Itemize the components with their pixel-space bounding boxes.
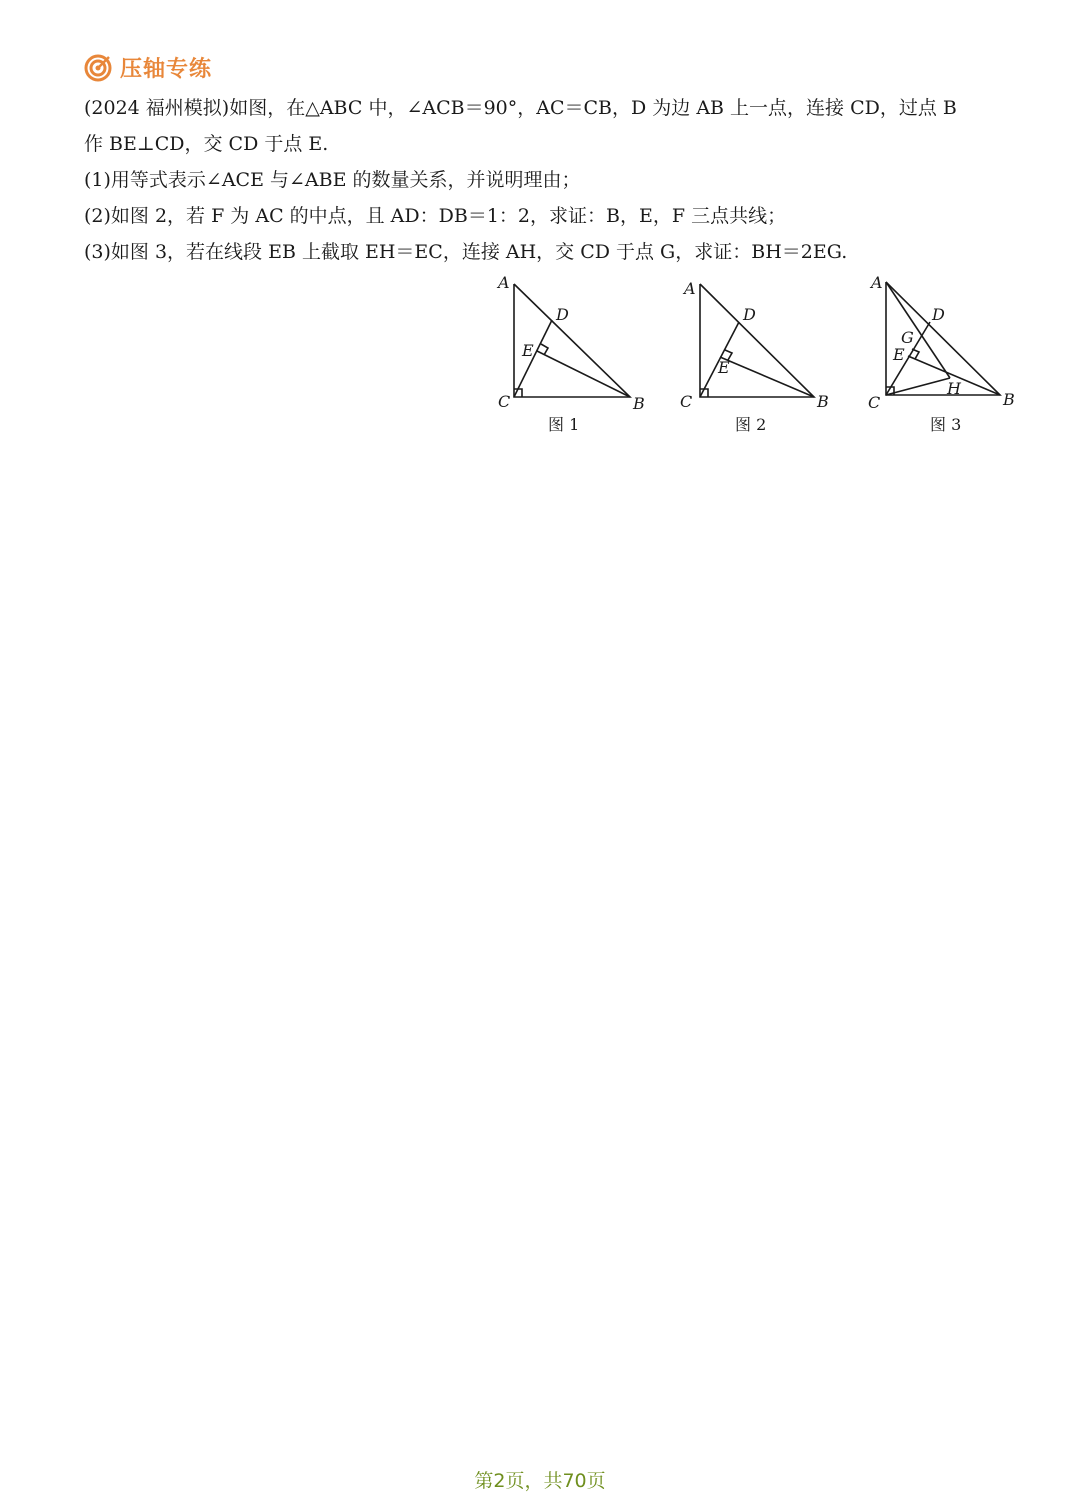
fig2-caption: 图 2	[735, 415, 767, 434]
page-indicator: 第2页，共70页	[474, 1470, 606, 1492]
fig2-label-d: D	[743, 305, 756, 324]
fig2-label-b: B	[817, 392, 829, 411]
figure-2	[700, 284, 814, 397]
section-header	[84, 52, 212, 83]
fig3-caption: 图 3	[930, 415, 962, 434]
question-2: (2)如图 2，若 F 为 AC 的中点，且 AD：DB＝1：2，求证：B，E，F 三点共线；	[84, 205, 787, 227]
fig2-label-a: A	[684, 279, 696, 298]
fig1-label-b: B	[633, 394, 645, 413]
fig1-label-d: D	[556, 305, 569, 324]
problem-stem-line2: 作 BE⊥CD，交 CD 于点 E.	[84, 133, 329, 155]
fig3-label-h: H	[947, 379, 961, 398]
figures-svg	[490, 270, 1030, 440]
fig2-label-c: C	[680, 392, 693, 411]
problem-text	[84, 90, 1024, 270]
fig3-label-a: A	[871, 273, 883, 292]
fig1-caption: 图 1	[548, 415, 580, 434]
problem-stem-line1: (2024 福州模拟)如图，在△ABC 中，∠ACB＝90°，AC＝CB，D 为边 AB 上一点，连接 CD，过点 B	[84, 97, 957, 119]
fig3-label-g: G	[901, 328, 914, 347]
target-icon	[84, 54, 112, 82]
fig1-label-c: C	[498, 392, 511, 411]
fig3-label-d: D	[932, 305, 945, 324]
fig2-label-e: E	[718, 358, 730, 377]
fig1-label-a: A	[498, 273, 510, 292]
fig1-label-e: E	[522, 341, 534, 360]
fig3-label-e: E	[893, 345, 905, 364]
section-title: 压轴专练	[120, 57, 213, 82]
fig3-label-b: B	[1003, 390, 1015, 409]
question-3: (3)如图 3，若在线段 EB 上截取 EH＝EC，连接 AH，交 CD 于点 G，求证：BH＝2EG.	[84, 241, 848, 263]
figures-row	[490, 270, 1030, 440]
question-1: (1)用等式表示∠ACE 与∠ABE 的数量关系，并说明理由；	[84, 169, 581, 191]
fig3-label-c: C	[868, 393, 881, 412]
